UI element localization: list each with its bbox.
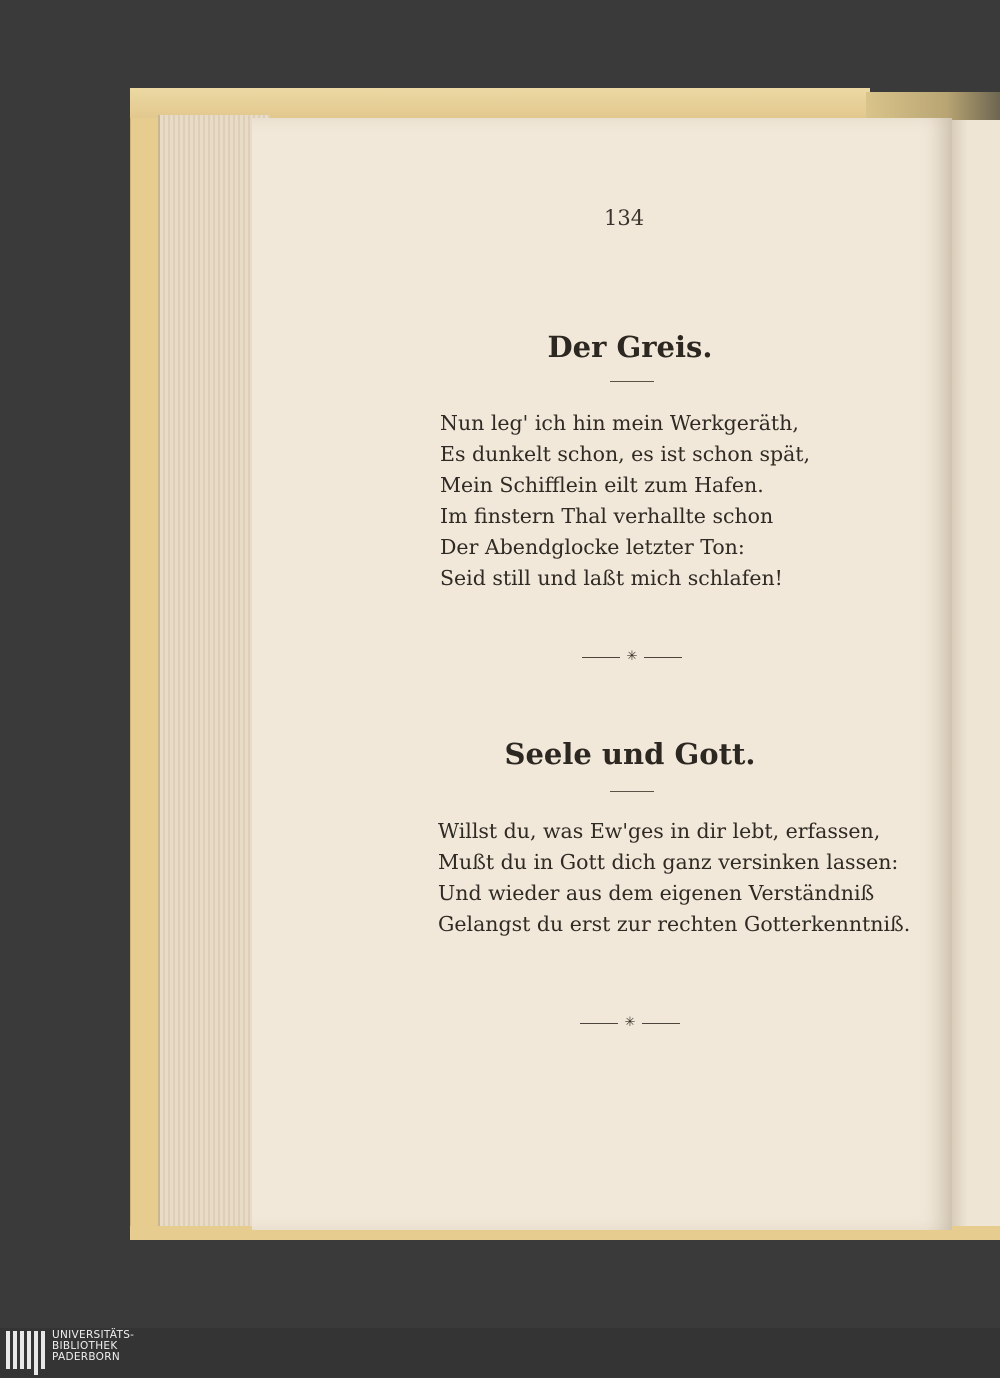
poem-line: Mußt du in Gott dich ganz versinken lassen: bbox=[438, 850, 899, 874]
logo-line: UNIVERSITÄTS- bbox=[52, 1329, 135, 1341]
poem-line: Gelangst du erst zur rechten Gotterkenntniß. bbox=[438, 912, 911, 936]
page-number: 134 bbox=[604, 206, 645, 230]
title-rule bbox=[610, 381, 654, 382]
section-ornament: ✳ bbox=[582, 650, 682, 664]
poem-line: Der Abendglocke letzter Ton: bbox=[440, 535, 745, 559]
poem-line: Es dunkelt schon, es ist schon spät, bbox=[440, 442, 811, 466]
poem-line: Willst du, was Ew'ges in dir lebt, erfassen, bbox=[438, 819, 881, 843]
logo-line: PADERBORN bbox=[52, 1351, 120, 1363]
library-logo-icon bbox=[6, 1331, 46, 1375]
poem-line: Im finstern Thal verhallte schon bbox=[440, 504, 774, 528]
poem-line: Und wieder aus dem eigenen Verständniß bbox=[438, 881, 875, 905]
library-logo-text bbox=[52, 1330, 134, 1363]
poem-stanza bbox=[438, 816, 911, 940]
footer-bar bbox=[0, 1328, 1000, 1378]
poem-line: Nun leg' ich hin mein Werkgeräth, bbox=[440, 411, 799, 435]
poem-title: Der Greis. bbox=[547, 330, 713, 364]
title-rule bbox=[610, 791, 654, 792]
book-page bbox=[252, 118, 952, 1230]
facing-page-edge bbox=[946, 120, 1000, 1230]
book-cover-top bbox=[130, 88, 870, 118]
poem-line: Mein Schifflein eilt zum Hafen. bbox=[440, 473, 764, 497]
poem-title: Seele und Gott. bbox=[504, 737, 756, 771]
poem-line: Seid still und laßt mich schlafen! bbox=[440, 566, 783, 590]
section-ornament: ✳ bbox=[580, 1016, 680, 1030]
logo-line: BIBLIOTHEK bbox=[52, 1340, 118, 1352]
poem-stanza bbox=[440, 408, 900, 594]
